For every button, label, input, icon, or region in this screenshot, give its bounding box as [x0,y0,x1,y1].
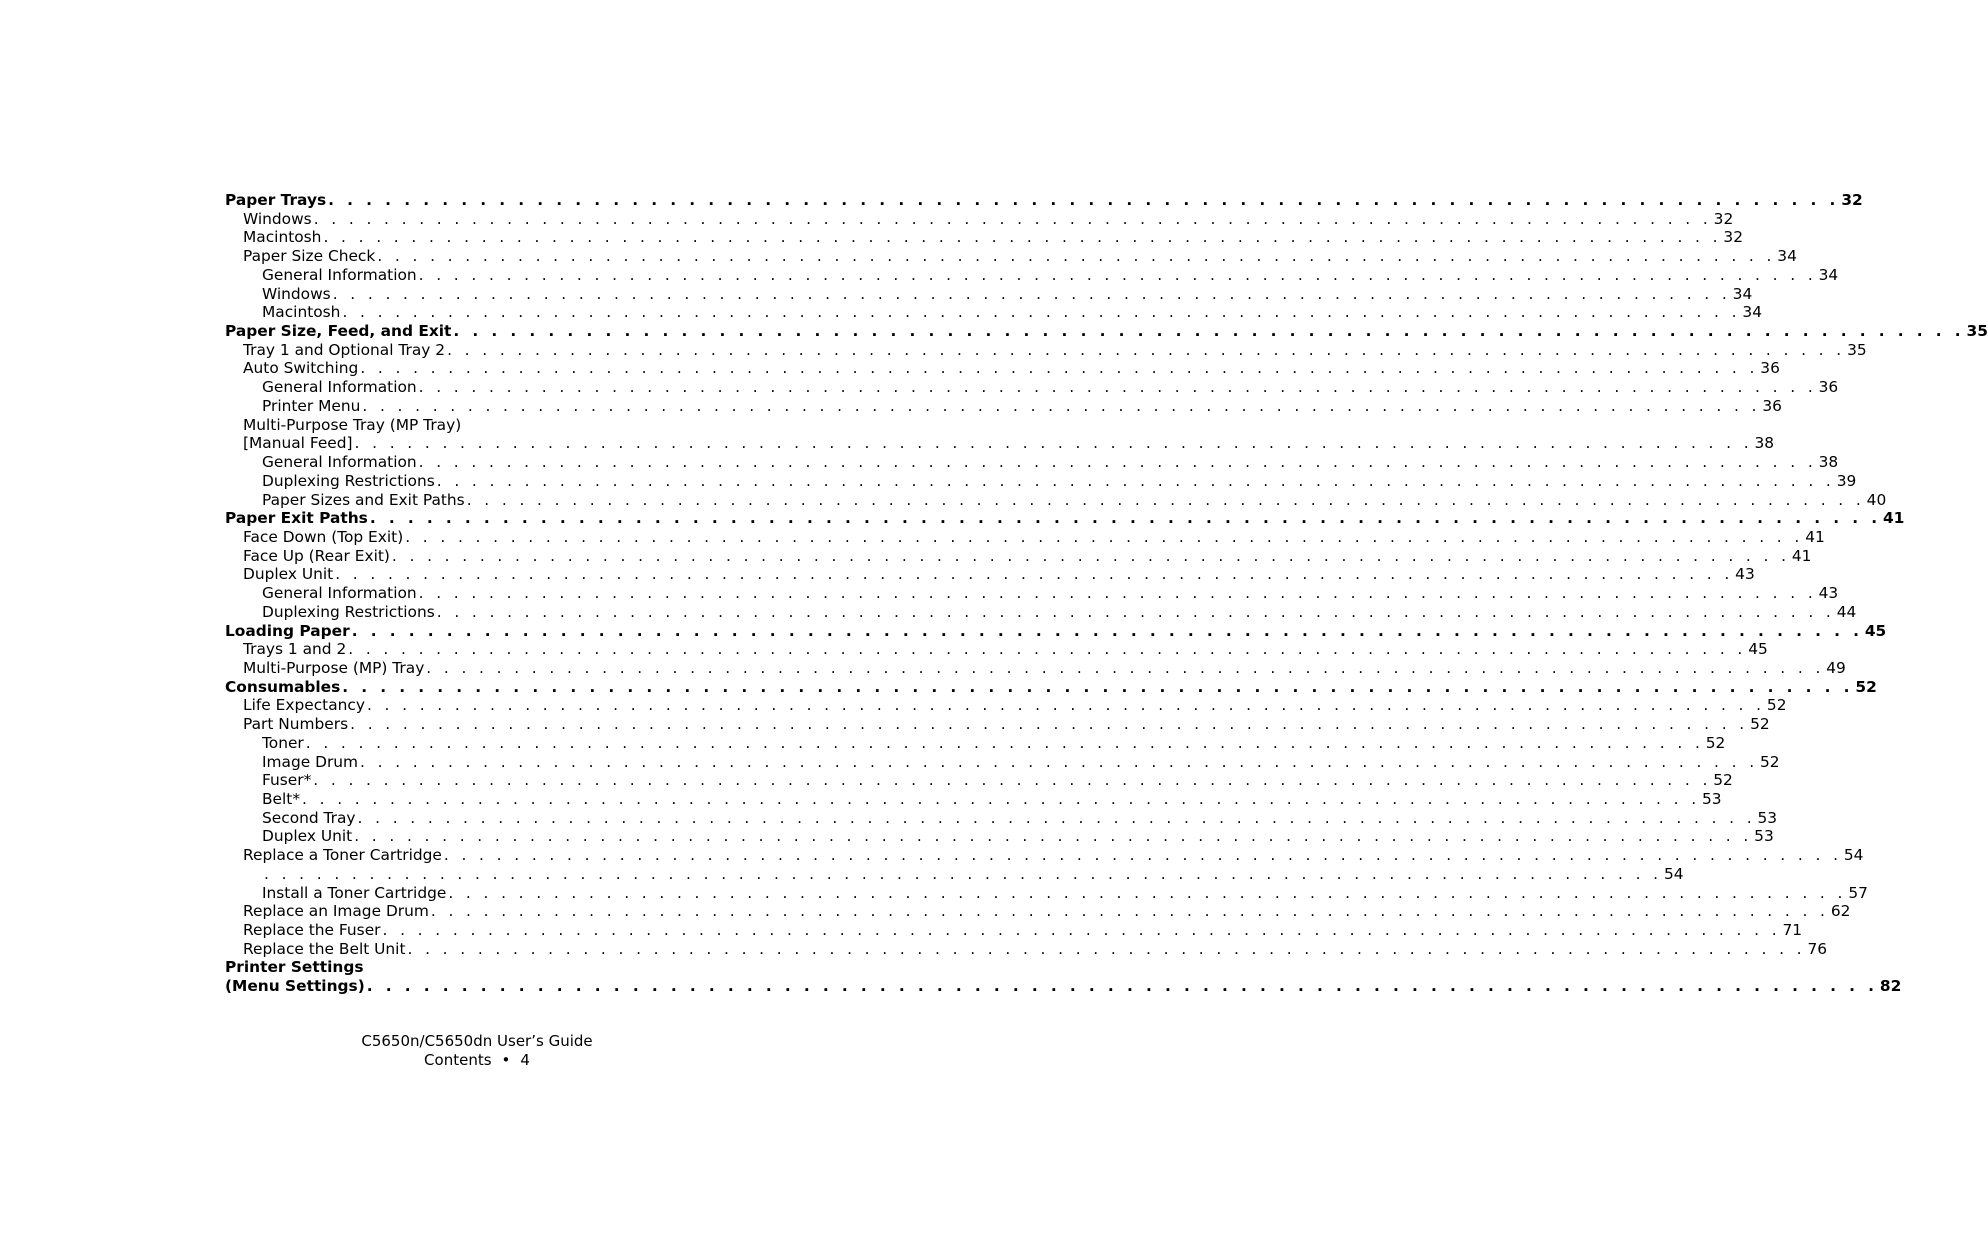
dot-leader: . . . . . . . . . . . . . . . . . . . . . . . . . . . . . . . . . . . . . . . . . . . . . . . . . . . . . . . . . . . . . . . . . . . . . . . . . . . . . . . . [335,565,1734,584]
dot-leader: . . . . . . . . . . . . . . . . . . . . . . . . . . . . . . . . . . . . . . . . . . . . . . . . . . . . . . . . . . . . . . . . . . . . . . . . . . . . . . . . [466,490,1865,509]
toc-entry-title: Paper Size Check [243,247,376,266]
toc-entry-title: Duplex Unit [262,827,353,846]
toc-entry[interactable] [225,752,1780,772]
toc-entry-title: Replace the Fuser [243,921,381,940]
dot-leader: . . . . . . . . . . . . . . . . . . . . . . . . . . . . . . . . . . . . . . . . . . . . . . . . . . . . . . . . . . . . . . . . . . . . . . . . . . . . . . . . [369,509,1881,528]
toc-entry-page: 35 [1847,340,1867,359]
toc-entry-title: Replace a Toner Cartridge [243,846,442,865]
toc-entry[interactable] [225,322,1988,341]
dot-leader: . . . . . . . . . . . . . . . . . . . . . . . . . . . . . . . . . . . . . . . . . . . . . . . . . . . . . . . . . . . . . . . . . . . . . . . . . . . . . . . . [418,453,1817,472]
toc-entry-title: Paper Exit Paths [225,509,368,528]
footer-page-line [0,1051,954,1070]
toc-entry[interactable] [225,527,1825,547]
toc-entry-title: General Information [262,378,417,397]
toc-entry-page: 43 [1818,584,1839,603]
toc-entry[interactable] [225,658,1846,678]
toc-entry-title: General Information [262,453,417,472]
toc-entry-title: Multi-Purpose Tray (MP Tray) [243,415,462,434]
toc-entry-page: 34 [1742,303,1762,322]
toc-entry[interactable] [225,303,1762,322]
dot-leader: . . . . . . . . . . . . . . . . . . . . . . . . . . . . . . . . . . . . . . . . . . . . . . . . . . . . . . . . . . . . . . . . . . . . . . . . . . . . . . . . [382,921,1781,940]
toc-entry-page: 57 [1848,883,1868,902]
dot-leader: . . . . . . . . . . . . . . . . . . . . . . . . . . . . . . . . . . . . . . . . . . . . . . . . . . . . . . . . . . . . . . . . . . . . . . . . . . . . . . . . [354,827,1753,846]
toc-entry[interactable] [225,416,702,435]
toc-entry-page: 34 [1818,265,1839,284]
toc-entry-page: 52 [1760,752,1780,771]
toc-entry-title: Trays 1 and 2 [243,640,347,659]
toc-entry-page: 45 [1748,640,1768,659]
page-footer [0,1032,954,1069]
dot-leader: . . . . . . . . . . . . . . . . . . . . . . . . . . . . . . . . . . . . . . . . . . . . . . . . . . . . . . . . . . . . . . . . . . . . . . . . . . . . . . . . [348,640,1747,659]
toc-entry-page: 44 [1836,602,1857,621]
toc-entry-page: 62 [1830,902,1851,921]
toc-entry-title: Image Drum [262,752,359,771]
toc-entry[interactable] [225,434,1775,453]
toc-entry-title: Tray 1 and Optional Tray 2 [243,340,446,359]
toc-entry-title: Install a Toner Cartridge [262,883,447,902]
bullet-separator: • [501,1050,511,1069]
toc-entry[interactable] [225,565,1755,584]
toc-entry[interactable] [225,584,1839,603]
toc-entry-page: 36 [1818,378,1839,397]
toc-entry[interactable] [225,378,1839,397]
toc-entry-title: Printer Menu [262,396,361,415]
toc-entry-page: 36 [1762,396,1782,415]
toc-entry-page: 36 [1760,359,1780,378]
dot-leader: . . . . . . . . . . . . . . . . . . . . . . . . . . . . . . . . . . . . . . . . . . . . . . . . . . . . . . . . . . . . . . . . . . . . . . . . . . . . . . . . [332,284,1731,303]
toc-entry-page: 40 [1866,490,1887,509]
dot-leader: . . . . . . . . . . . . . . . . . . . . . . . . . . . . . . . . . . . . . . . . . . . . . . . . . . . . . . . . . . . . . . . . . . . . . . . . . . . . . . . . [350,715,1749,734]
toc-entry-page: 52 [1713,771,1733,790]
toc-entry[interactable] [225,602,1857,622]
toc-entry-page: 34 [1777,247,1797,266]
toc-entry[interactable] [225,396,1782,416]
toc-entry-page: 53 [1702,790,1722,808]
toc-entry[interactable] [225,977,1902,996]
dot-leader: . . . . . . . . . . . . . . . . . . . . . . . . . . . . . . . . . . . . . . . . . . . . . . . . . . . . . . . . . . . . . . . . . . . . . . . . . . . . . . . . [305,733,1704,752]
toc-entry[interactable] [225,359,1780,378]
toc-entry[interactable] [225,902,1851,921]
toc-entry-title: Macintosh [262,303,341,322]
toc-entry-title: Macintosh [243,228,322,247]
toc-entry-title: General Information [262,265,417,284]
dot-leader: . . . . . . . . . . . . . . . . . . . . . . . . . . . . . . . . . . . . . . . . . . . . . . . . . . . . . . . . . . . . . . . . . . . . . . . . . . . . . . . . [264,864,1662,883]
toc-entry[interactable] [225,771,1733,790]
toc-entry-page: 53 [1754,827,1774,846]
toc-entry-page: 52 [1705,733,1726,752]
toc-entry[interactable] [225,640,1768,659]
toc-entry[interactable] [225,677,1877,697]
toc-entry-title: Face Up (Rear Exit) [243,546,390,565]
toc-entry[interactable] [225,471,1857,491]
toc-entry[interactable] [225,715,1770,734]
dot-leader: . . . . . . . . . . . . . . . . . . . . . . . . . . . . . . . . . . . . . . . . . . . . . . . . . . . . . . . . . . . . . . . . . . . . . . . . . . . . . . . . [436,602,1835,621]
toc-entry-page: 38 [1818,453,1839,472]
dot-leader: . . . . . . . . . . . . . . . . . . . . . . . . . . . . . . . . . . . . . . . . . . . . . . . . . . . . . . . . . . . . . . . . . . . . . . . . . . . . . . . . [362,396,1761,415]
toc-entry-title: Replace an Image Drum [243,902,429,921]
toc-entry-title: Consumables [225,677,341,696]
toc-entry[interactable] [225,790,1722,809]
dot-leader: . . . . . . . . . . . . . . . . . . . . . . . . . . . . . . . . . . . . . . . . . . . . . . . . . . . . . . . . . . . . . . . . . . . . . . . . . . . . . . . . [342,677,1854,696]
toc-entry[interactable] [225,846,1864,865]
toc-entry-page: 41 [1882,509,1905,528]
toc-entry-page: 43 [1735,565,1755,584]
toc-entry-page: 32 [1841,191,1863,209]
section-name: Contents [424,1050,492,1069]
dot-leader: . . . . . . . . . . . . . . . . . . . . . . . . . . . . . . . . . . . . . . . . . . . . . . . . . . . . . . . . . . . . . . . . . . . . . . . . . . . . . . . . [360,752,1758,771]
toc-entry-title: Loading Paper [225,621,350,640]
toc-entry-title: Paper Trays [225,191,327,209]
dot-leader: . . . . . . . . . . . . . . . . . . . . . . . . . . . . . . . . . . . . . . . . . . . . . . . . . . . . . . . . . . . . . . . . . . . . . . . . . . . . . . . . [360,359,1759,378]
toc-entry[interactable] [225,827,1774,846]
toc-entry-page: 53 [1757,808,1778,827]
page-number: 4 [520,1050,530,1069]
toc-entry-page: 54 [1843,846,1864,865]
dot-leader: . . . . . . . . . . . . . . . . . . . . . . . . . . . . . . . . . . . . . . . . . . . . . . . . . . . . . . . . . . . . . . . . . . . . . . . . . . . . . . . . [407,939,1806,958]
dot-leader: . . . . . . . . . . . . . . . . . . . . . . . . . . . . . . . . . . . . . . . . . . . . . . . . . . . . . . . . . . . . . . . . . . . . . . . . . . . . . . . . [418,584,1817,603]
toc-entry-page: 39 [1836,471,1857,490]
toc-entry-page: 52 [1750,715,1770,734]
toc-entry[interactable] [225,228,1743,247]
toc-entry-title: Windows [262,284,331,303]
toc-entry[interactable] [225,696,1787,715]
toc-entry-title: Toner [262,733,304,752]
toc-entry-title: Paper Sizes and Exit Paths [262,490,465,509]
toc-entry[interactable] [225,509,1905,528]
toc-entry-title: [Manual Feed] [243,434,353,453]
toc-entry[interactable] [225,958,702,977]
dot-leader: . . . . . . . . . . . . . . . . . . . . . . . . . . . . . . . . . . . . . . . . . . . . . . . . . . . . . . . . . . . . . . . . . . . . . . . . . . . . . . . . [418,265,1817,284]
toc-entry-title: Auto Switching [243,359,359,378]
toc-entry[interactable] [225,247,1797,266]
dot-leader: . . . . . . . . . . . . . . . . . . . . . . . . . . . . . . . . . . . . . . . . . . . . . . . . . . . . . . . . . . . . . . . . . . . . . . . . . . . . . . . . [366,977,1878,996]
toc-entry-title: Life Expectancy [243,696,365,715]
dot-leader: . . . . . . . . . . . . . . . . . . . . . . . . . . . . . . . . . . . . . . . . . . . . . . . . . . . . . . . . . . . . . . . . . . . . . . . . . . . . . . . . [436,471,1835,490]
toc-entry-title: Second Tray [262,808,356,827]
toc-entry-page: 41 [1805,527,1825,546]
toc-entry[interactable] [225,209,1734,229]
guide-title: C5650n/C5650dn User’s Guide [361,1032,593,1050]
toc-entry-title: Replace the Belt Unit [243,939,406,958]
dot-leader: . . . . . . . . . . . . . . . . . . . . . . . . . . . . . . . . . . . . . . . . . . . . . . . . . . . . . . . . . . . . . . . . . . . . . . . . . . . . . . . . [448,883,1847,902]
toc-entry-page: 82 [1879,977,1902,996]
dot-leader: . . . . . . . . . . . . . . . . . . . . . . . . . . . . . . . . . . . . . . . . . . . . . . . . . . . . . . . . . . . . . . . . . . . . . . . . . . . . . . . . [313,771,1712,790]
dot-leader: . . . . . . . . . . . . . . . . . . . . . . . . . . . . . . . . . . . . . . . . . . . . . . . . . . . . . . . . . . . . . . . . . . . . . . . . . . . . . . . . [313,209,1712,228]
toc-entry[interactable] [225,340,1867,360]
dot-leader: . . . . . . . . . . . . . . . . . . . . . . . . . . . . . . . . . . . . . . . . . . . . . . . . . . . . . . . . . . . . . . . . . . . . . . . . . . . . . . . . [447,340,1846,359]
dot-leader: . . . . . . . . . . . . . . . . . . . . . . . . . . . . . . . . . . . . . . . . . . . . . . . . . . . . . . . . . . . . . . . . . . . . . . . . . . . . . . . . [366,696,1765,715]
toc-entry-page: 71 [1782,921,1803,940]
dot-leader: . . . . . . . . . . . . . . . . . . . . . . . . . . . . . . . . . . . . . . . . . . . . . . . . . . . . . . . . . . . . . . . . . . . . . . . . . . . . . . . . [430,902,1829,921]
toc-entry-title: Windows [243,209,312,228]
toc-entry-page: 38 [1754,434,1775,453]
toc-entry-title: Face Down (Top Exit) [243,527,404,546]
toc-entry-page: 35 [1966,322,1988,341]
toc-entry-title: Printer Settings [225,958,364,977]
toc-entry-title: Paper Size, Feed, and Exit [225,322,452,341]
toc-entry[interactable] [225,621,1887,641]
toc-entry[interactable] [225,191,1863,210]
toc-entry-page: 34 [1732,284,1753,303]
toc-entry[interactable] [225,490,1887,510]
dot-leader: . . . . . . . . . . . . . . . . . . . . . . . . . . . . . . . . . . . . . . . . . . . . . . . . . . . . . . . . . . . . . . . . . . . . . . . . . . . . . . . . [377,247,1776,266]
toc-entry[interactable] [225,883,1868,903]
toc-entry[interactable] [225,453,1839,472]
toc-entry[interactable] [225,808,1778,828]
toc-entry-page: 54 [1663,864,1684,883]
dot-leader: . . . . . . . . . . . . . . . . . . . . . . . . . . . . . . . . . . . . . . . . . . . . . . . . . . . . . . . . . . . . . . . . . . . . . . . . . . . . . . . . [443,846,1842,865]
dot-leader: . . . . . . . . . . . . . . . . . . . . . . . . . . . . . . . . . . . . . . . . . . . . . . . . . . . . . . . . . . . . . . . . . . . . . . . . . . . . . . . . [405,527,1804,546]
toc-entry[interactable] [225,546,1812,566]
toc-entry-page: 52 [1855,677,1877,696]
toc-entry-page: 76 [1807,939,1828,958]
toc-entry-title: Duplexing Restrictions [262,602,435,621]
dot-leader: . . . . . . . . . . . . . . . . . . . . . . . . . . . . . . . . . . . . . . . . . . . . . . . . . . . . . . . . . . . . . . . . . . . . . . . . . . . . . . . . [391,546,1790,565]
dot-leader: . . . . . . . . . . . . . . . . . . . . . . . . . . . . . . . . . . . . . . . . . . . . . . . . . . . . . . . . . . . . . . . . . . . . . . . . . . . . . . . . [323,228,1722,247]
toc-entry-title: Fuser* [262,771,312,790]
dot-leader: . . . . . . . . . . . . . . . . . . . . . . . . . . . . . . . . . . . . . . . . . . . . . . . . . . . . . . . . . . . . . . . . . . . . . . . . . . . . . . . . [302,790,1701,808]
toc-entry-title: General Information [262,584,417,603]
toc-entry[interactable] [225,921,1803,940]
toc-entry-title: Duplexing Restrictions [262,471,435,490]
toc-entry-title: Part Numbers [243,715,349,734]
toc-entry[interactable] [225,864,1684,884]
toc-entry-page: 45 [1864,621,1887,640]
toc-entry-title: Multi-Purpose (MP) Tray [243,658,425,677]
dot-leader: . . . . . . . . . . . . . . . . . . . . . . . . . . . . . . . . . . . . . . . . . . . . . . . . . . . . . . . . . . . . . . . . . . . . . . . . . . . . . . . . [453,322,1965,341]
toc-entry[interactable] [225,284,1753,304]
toc-entry-page: 32 [1723,228,1743,247]
dot-leader: . . . . . . . . . . . . . . . . . . . . . . . . . . . . . . . . . . . . . . . . . . . . . . . . . . . . . . . . . . . . . . . . . . . . . . . . . . . . . . . . [357,808,1756,827]
dot-leader: . . . . . . . . . . . . . . . . . . . . . . . . . . . . . . . . . . . . . . . . . . . . . . . . . . . . . . . . . . . . . . . . . . . . . . . . . . . . . . . . [351,621,1863,640]
toc-entry[interactable] [225,265,1839,285]
toc-entry[interactable] [225,939,1828,959]
toc-entry-page: 49 [1826,658,1846,677]
dot-leader: . . . . . . . . . . . . . . . . . . . . . . . . . . . . . . . . . . . . . . . . . . . . . . . . . . . . . . . . . . . . . . . . . . . . . . . . . . . . . . . . [354,434,1753,453]
dot-leader: . . . . . . . . . . . . . . . . . . . . . . . . . . . . . . . . . . . . . . . . . . . . . . . . . . . . . . . . . . . . . . . . . . . . . . . . . . . . . . . . [418,378,1817,397]
toc-entry-page: 52 [1766,696,1787,715]
toc-entry-title: (Menu Settings) [225,977,365,996]
toc-entry-title: Belt* [262,790,301,808]
dot-leader: . . . . . . . . . . . . . . . . . . . . . . . . . . . . . . . . . . . . . . . . . . . . . . . . . . . . . . . . . . . . . . . . . . . . . . . . . . . . . . . . [426,658,1825,677]
toc-entry[interactable] [225,733,1726,753]
toc-entry-page: 32 [1713,209,1734,228]
table-of-contents [225,191,1988,996]
dot-leader: . . . . . . . . . . . . . . . . . . . . . . . . . . . . . . . . . . . . . . . . . . . . . . . . . . . . . . . . . . . . . . . . . . . . . . . . . . . . . . . . [342,303,1741,322]
dot-leader: . . . . . . . . . . . . . . . . . . . . . . . . . . . . . . . . . . . . . . . . . . . . . . . . . . . . . . . . . . . . . . . . . . . . . . . . . . . . . . . . [328,191,1840,209]
toc-entry-title: Duplex Unit [243,565,334,584]
toc-entry-page: 41 [1791,546,1812,565]
